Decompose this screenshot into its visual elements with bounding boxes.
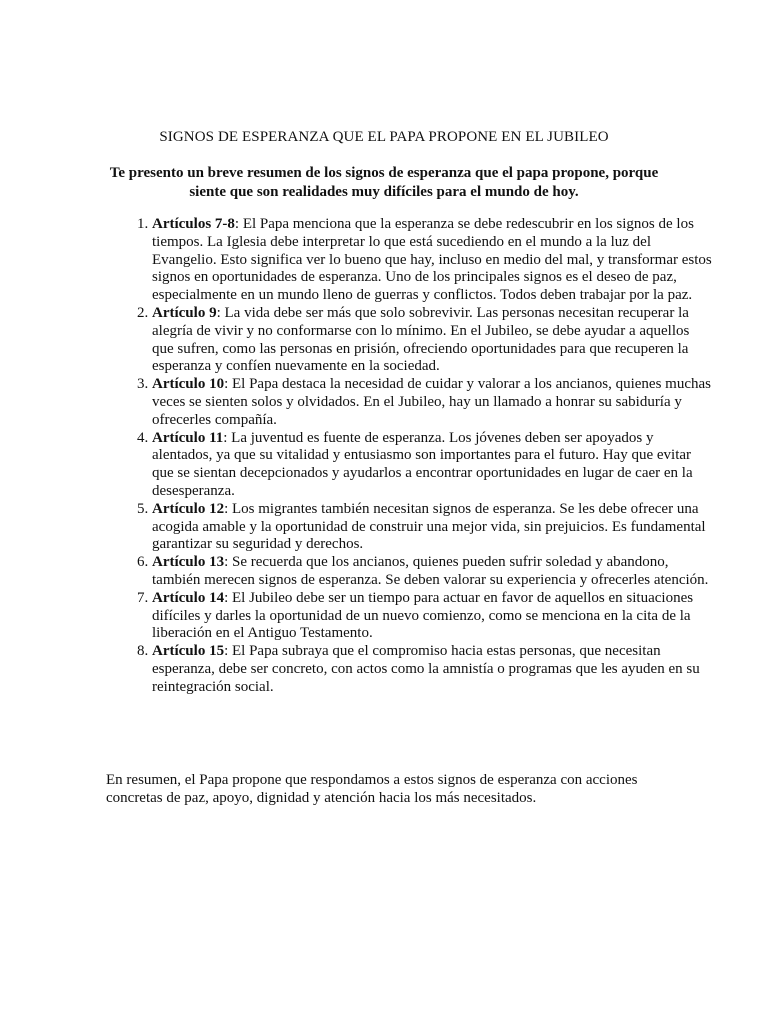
- list-item: [152, 430, 712, 501]
- article-text: : El Papa destaca la necesidad de cuidar y valorar a los ancianos, quienes muchas veces se sienten solos y olvidados. En el Jubileo, hay un llamado a honrar su sabiduría y ofrecerles compañía.: [152, 376, 711, 428]
- article-heading: Artículo 10: [152, 376, 225, 393]
- article-text: : La juventud es fuente de esperanza. Los jóvenes deben ser apoyados y alentados, ya que su vitalidad y entusiasmo son importantes para el futuro. Hay que evitar que se sientan decepcionados y ayudarlos a encontrar oportunidades en lugar de caer en la desesperanza.: [152, 429, 693, 499]
- list-item: [152, 305, 712, 376]
- article-heading: Artículo 15: [152, 643, 225, 660]
- article-text: : El Papa subraya que el compromiso hacia estas personas, que necesitan esperanza, debe ser concreto, con actos como la amnistía o programas que les ayuden en su reintegración social.: [152, 643, 700, 695]
- article-heading: Artículo 12: [152, 500, 225, 517]
- intro-paragraph: Te presento un breve resumen de los signos de esperanza que el papa propone, porque siente que son realidades muy difíciles para el mundo de hoy.: [109, 165, 659, 200]
- article-heading: Artículo 9: [152, 304, 217, 321]
- article-heading: Artículo 11: [152, 429, 224, 446]
- article-heading: Artículo 13: [152, 554, 225, 571]
- article-heading: Artículo 14: [152, 589, 225, 606]
- list-item: [152, 643, 712, 696]
- list-item: [152, 554, 712, 590]
- article-text: : El Jubileo debe ser un tiempo para actuar en favor de aquellos en situaciones difíciles y darles la oportunidad de un nuevo comienzo, como se menciona en la cita de la liberación en el Antiguo Testamento.: [152, 589, 694, 642]
- list-item: [152, 376, 712, 429]
- articles-list: [104, 216, 712, 697]
- document-title: SIGNOS DE ESPERANZA QUE EL PAPA PROPONE EN EL JUBILEO: [159, 129, 609, 145]
- article-heading: Artículos 7-8: [152, 216, 235, 232]
- summary-paragraph: En resumen, el Papa propone que respondamos a estos signos de esperanza con acciones concretas de paz, apoyo, dignidad y atención hacia los más necesitados.: [106, 772, 638, 806]
- article-text: : Los migrantes también necesitan signos de esperanza. Se les debe ofrecer una acogida amable y la oportunidad de construir una mejor vida, sin prejuicios. Es fundamental garantizar su seguridad y derechos.: [152, 500, 706, 553]
- article-text: : El Papa menciona que la esperanza se debe redescubrir en los signos de los tiempos. La Iglesia debe interpretar lo que está sucediendo en el mundo a la luz del Evangelio. Esto significa ver lo bueno que hay, incluso en medio del mal, y transformar estos signos en oportunidades de esperanza. Uno de los principales signos es el deseo de paz, especialmente en un mundo lleno de guerras y conflictos. Todos deben trabajar por la paz.: [152, 216, 712, 304]
- list-item: [152, 501, 712, 554]
- article-text: : Se recuerda que los ancianos, quienes pueden sufrir soledad y abandono, también merecen signos de esperanza. Se deben valorar su experiencia y ofrecerles atención.: [152, 554, 709, 588]
- list-item: [152, 590, 712, 643]
- list-item: [152, 216, 712, 305]
- article-text: : La vida debe ser más que solo sobrevivir. Las personas necesitan recuperar la alegría de vivir y no conformarse con lo mínimo. En el Jubileo, se debe ayudar a aquellos que sufren, como las personas en prisión, ofreciendo oportunidades para que recuperen la esperanza y confíen nuevamente en la sociedad.: [152, 304, 690, 375]
